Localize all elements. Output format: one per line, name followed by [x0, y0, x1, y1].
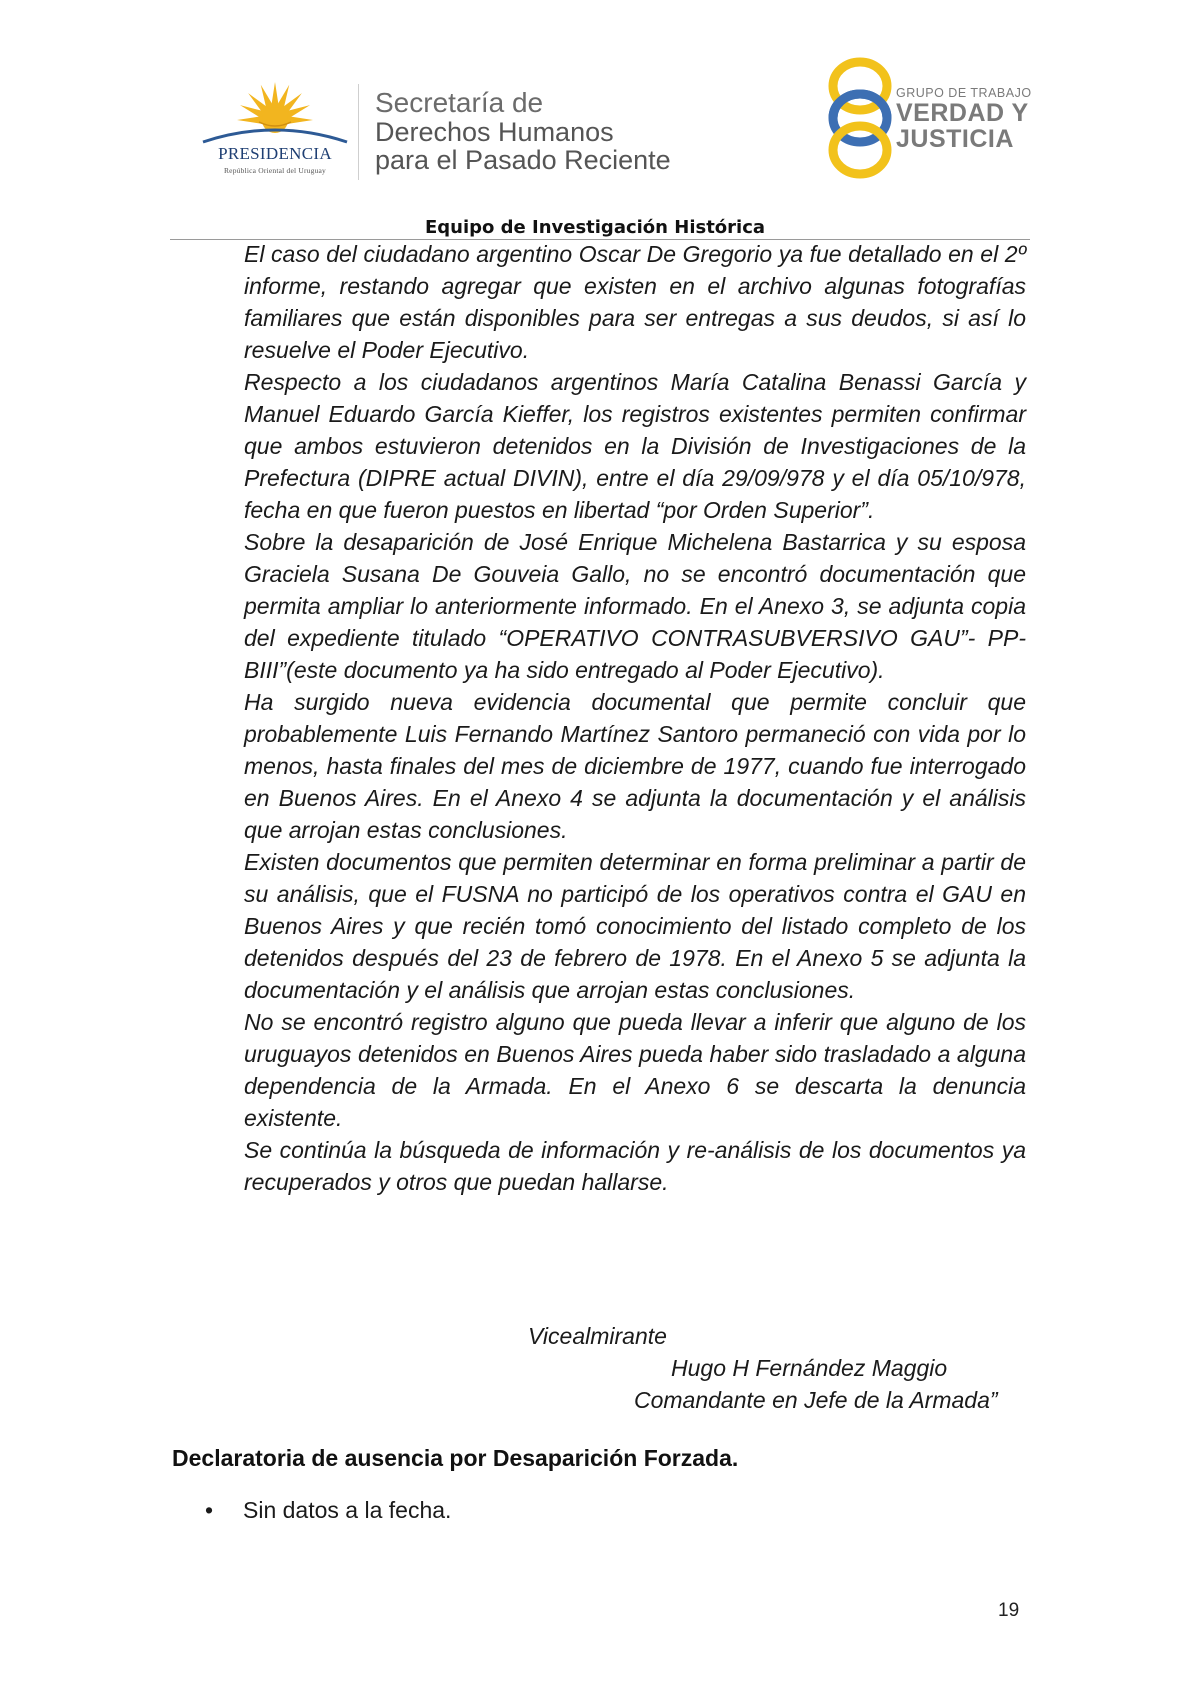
section-heading: Declaratoria de ausencia por Desaparición Forzada. [172, 1445, 739, 1471]
signature-rank: Vicealmirante [528, 1323, 667, 1349]
secretaria-line1: Secretaría de [375, 87, 544, 118]
grupo-line2: JUSTICIA [896, 125, 1014, 153]
paragraph: El caso del ciudadano argentino Oscar De Gregorio ya fue detallado en el 2º informe, restando agregar que existen en el archivo algunas fotografías familiares que están disponibles para ser entregas a sus deudos, si así lo resuelve el Poder Ejecutivo. [244, 241, 1026, 363]
paragraph: Sobre la desaparición de José Enrique Michelena Bastarrica y su esposa Graciela Susana De Gouveia Gallo, no se encontró documentación que permita ampliar lo anteriormente informado. En el Anexo 3, se adjunta copia del expediente titulado “OPERATIVO CONTRASUBVERSIVO GAU”- PP-BIII”(este documento ya ha sido entregado al Poder Ejecutivo). [244, 529, 1026, 683]
sun-icon [195, 80, 355, 150]
paragraph: Existen documentos que permiten determinar en forma preliminar a partir de su análisis, que el FUSNA no participó de los operativos contra el GAU en Buenos Aires y que recién tomó conocimiento del listado completo de los detenidos después del 23 de febrero de 1978. En el Anexo 5 se adjunta la documentación y el análisis que arrojan estas conclusiones. [244, 849, 1026, 1003]
presidencia-name: PRESIDENCIA [218, 144, 332, 163]
bullet-list [205, 1497, 451, 1524]
paragraph: Respecto a los ciudadanos argentinos María Catalina Benassi García y Manuel Eduardo García Kieffer, los registros existentes permiten confirmar que ambos estuvieron detenidos en la División de Investigaciones de la Prefectura (DIPRE actual DIVIN), entre el día 29/09/978 y el día 05/10/978, fecha en que fueron puestos en libertad “por Orden Superior”. [244, 369, 1026, 523]
body-text [244, 238, 1026, 1198]
linked-rings-icon [820, 56, 900, 181]
grupo-small-label: GRUPO DE TRABAJO [896, 86, 1032, 100]
bullet-icon: • [205, 1497, 214, 1523]
list-item-text: Sin datos a la fecha. [243, 1497, 452, 1523]
signature-title: Comandante en Jefe de la Armada” [634, 1387, 998, 1413]
paragraph: Se continúa la búsqueda de información y re-análisis de los documentos ya recuperados y otros que puedan hallarse. [244, 1137, 1026, 1195]
secretaria-logo-text [375, 88, 671, 174]
grupo-verdad-justicia-logo [820, 56, 1040, 181]
presidencia-logo [195, 80, 355, 180]
page-header [0, 0, 1190, 240]
signature-name: Hugo H Fernández Maggio [671, 1355, 948, 1381]
unit-title: Equipo de Investigación Histórica [424, 217, 766, 238]
list-item [205, 1497, 451, 1524]
secretaria-line2: Derechos Humanos [375, 117, 614, 147]
paragraph: Ha surgido nueva evidencia documental que permite concluir que probablemente Luis Fernando Martínez Santoro permaneció con vida por lo menos, hasta finales del mes de diciembre de 1977, cuando fue interrogado en Buenos Aires. En el Anexo 4 se adjunta la documentación y el análisis que arrojan estas conclusiones. [244, 689, 1026, 843]
grupo-line1: VERDAD Y [896, 99, 1029, 127]
page-number: 19 [998, 1600, 1020, 1621]
grupo-text [896, 86, 1032, 152]
header-divider [358, 84, 359, 180]
paragraph: No se encontró registro alguno que pueda llevar a inferir que alguno de los uruguayos detenidos en Buenos Aires pueda haber sido trasladado a alguna dependencia de la Armada. En el Anexo 6 se descarta la denuncia existente. [244, 1009, 1026, 1131]
secretaria-line3: para el Pasado Reciente [375, 145, 671, 175]
presidencia-subtitle: República Oriental del Uruguay [223, 166, 326, 175]
